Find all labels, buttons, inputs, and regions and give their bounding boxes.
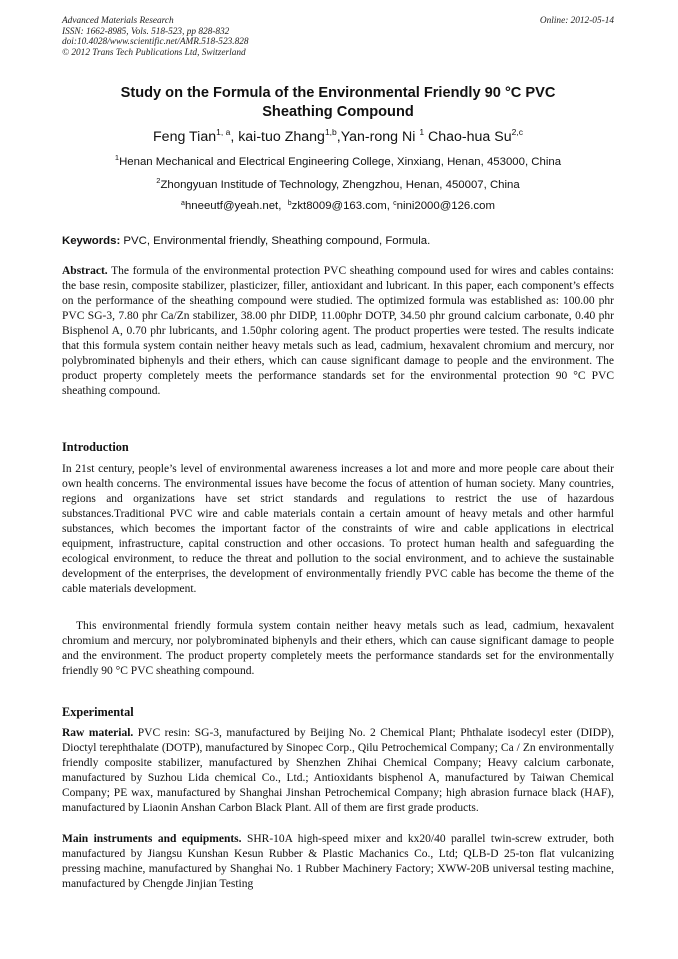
author-affiliation-mark: 1 [419, 127, 425, 137]
abstract [62, 264, 614, 399]
email-mark: b [287, 200, 292, 207]
copyright-line: © 2012 Trans Tech Publications Ltd, Switzerland [62, 47, 246, 58]
introduction-heading: Introduction [62, 440, 129, 454]
email-address: zkt8009@163.com, [291, 200, 390, 212]
affiliation-1 [62, 155, 614, 169]
author-name: Chao-hua Su [424, 129, 512, 145]
email-mark: a [181, 200, 185, 207]
keywords-text: PVC, Environmental friendly, Sheathing compound, Formula. [120, 235, 431, 247]
email-address: hneeutf@yeah.net, [184, 200, 282, 212]
raw-material-paragraph [62, 726, 614, 816]
issn-line: ISSN: 1662-8985, Vols. 518-523, pp 828-832 [62, 26, 230, 37]
abstract-text: The formula of the environmental protection PVC sheathing compound used for wires and cables contains: the base resin, composite stabilizer, plasticizer, filler, antioxidant and lubricant. In this paper, each component’s effects on the performance of the sheathing compound were studied. The optimized formula was established as: 100.00 phr PVC SG-3, 7.80 phr Ca/Zn stabilizer, 38.00 phr DIDP, 11.00phr DOTP, 34.50 phr ground calcium carbonate, 0.40 phr Bisphenol A, 0.70 phr lubricants, and 1.50phr coloring agent. The product properties were tested. The results indicate that this formula system contain neither heavy metals such as lead, cadmium, hexavalent chromium and mercury, nor polybrominated biphenyls and their ethers, which can cause significant damage to people and the environment. The product property completely meets the performance standards set for the environmental protection 90 °C PVC sheathing compound. [62, 265, 614, 397]
affiliation-text: Zhongyuan Institude of Technology, Zhengzhou, Henan, 450007, China [160, 179, 520, 191]
doi-line: doi:10.4028/www.scientific.net/AMR.518-523.828 [62, 37, 249, 48]
online-date: Online: 2012-05-14 [539, 16, 614, 26]
raw-material-label: Raw material. [62, 727, 134, 739]
keywords-label: Keywords: [62, 235, 121, 247]
equipment-paragraph [62, 832, 614, 892]
affiliation-mark: 1 [114, 153, 120, 162]
author-list [62, 128, 614, 146]
experimental-heading: Experimental [62, 705, 134, 719]
author-name: ,Yan-rong Ni [336, 129, 420, 145]
author-name: Feng Tian [153, 129, 217, 145]
introduction-paragraph-1: In 21st century, people’s level of environmental awareness increases a lot and more and more people care about their own health concerns. The environmental issues have become the focus of attention of human society. Many countries, regions and organizations have set strict standards and regulations to restrict the use of hazardous substances.Traditional PVC wire and cable materials contain a certain amount of heavy metals and other harmful substances, which becomes the important factor of the constraints of wire and cable applications in electrical equipment, infrastructure, capital construction and other occasions. To protect human health and safeguarding the ecological environment, to reduce the threat and pollution to the social environment, and to achieve the sustainable development of the enterprises, the development of environmentally friendly PVC cable has become the theme of the cable materials development. [62, 463, 614, 595]
email-line [62, 199, 614, 213]
email-mark: c [393, 200, 397, 207]
author-affiliation-mark: 2,c [511, 127, 523, 137]
journal-header [62, 16, 614, 58]
introduction-paragraph-2: This environmental friendly formula system contain neither heavy metals such as lead, cadmium, hexavalent chromium and mercury, nor polybrominated biphenyls and their ethers, which can cause significant damage to people and the environment. The product property completely meets the performance standards set for the environmentally friendly 90 °C PVC sheathing compound. [62, 620, 614, 677]
title-line-1: Study on the Formula of the Environmental Friendly 90 °C PVC [120, 85, 556, 101]
equipment-text: SHR-10A high-speed mixer and kx20/40 parallel twin-screw extruder, both manufactured by Jiangsu Kunshan Kesun Rubber & Plastic Machanics Co., Ltd; QLB-D 25-ton flat vulcanizing pressing machine, manufactured by Shanghai No. 1 Rubber Machinery Factory; XWW-20B universal testing machine, manufactured by Chengde Jinjian Testing [62, 833, 615, 890]
paper-title [62, 84, 614, 121]
title-line-2: Sheathing Compound [262, 103, 414, 120]
affiliation-2 [62, 178, 614, 192]
raw-material-text: PVC resin: SG-3, manufactured by Beijing No. 2 Chemical Plant; Phthalate isodecyl ester (DIDP), Dioctyl terephthalate (DOTP), manufactured by Sinopec Corp., Qilu Petrochemical Company; Ca / Zn environmentally friendly composite stabilizer, manufactured by Shenzhen Zhihai Chemical Company; Heavy calcium carbonate, manufactured by Suzhou Lida chemical Co., Ltd.; Antioxidants bisphenol A, manufactured by Taiwan Chemical Company; PE wax, manufactured by Shanghai Jinshan Petrochemical Company; high abrasion furnace black (HAF), manufactured by Liaonin Anshan Carbon Black Plant. All of them are first grade products. [62, 727, 614, 814]
journal-name: Advanced Materials Research [62, 16, 174, 26]
affiliation-mark: 2 [156, 176, 161, 185]
equipment-label: Main instruments and equipments. [62, 833, 242, 845]
keywords [62, 234, 614, 248]
author-affiliation-mark: 1,b [324, 127, 337, 137]
author-name: , kai-tuo Zhang [230, 129, 325, 145]
email-address: nini2000@126.com [396, 200, 495, 212]
abstract-label: Abstract. [62, 265, 108, 277]
affiliation-text: Henan Mechanical and Electrical Engineering College, Xinxiang, Henan, 453000, China [119, 156, 562, 168]
author-affiliation-mark: 1, a [216, 127, 231, 137]
